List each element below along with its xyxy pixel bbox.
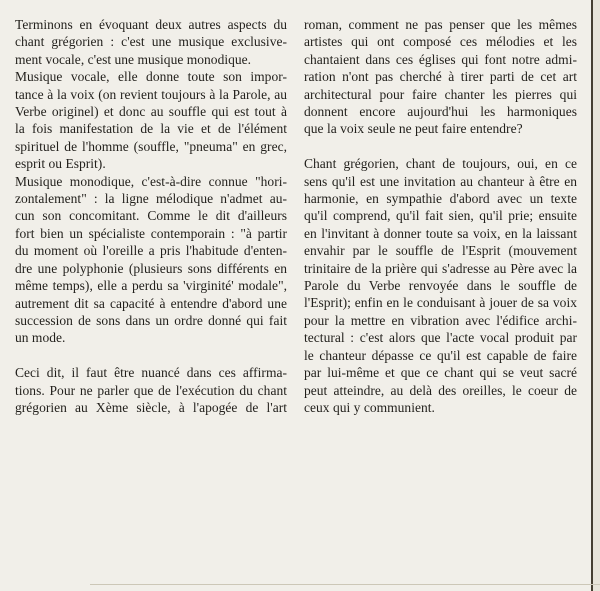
text-line: pour la mettre en vibration avec l'édifice archi- [304,312,577,328]
text-line: Terminons en évoquant deux autres aspects du [15,17,287,32]
paragraph [15,173,287,347]
text-column-left [15,16,287,416]
text-line: roman, comment ne pas penser que les mêmes [304,17,577,32]
text-line: Verbe originel) et donc au souffle qui est tout à [15,104,287,120]
text-line: par lui-même et que ce chant qui se veut sacré [304,365,577,381]
text-line: artistes qui ont composé ces mélodies et les [304,34,577,50]
paragraph [15,68,287,172]
text-line: trinitaire de la prière qui s'adresse au Père avec la [304,260,577,276]
text-line: du moment où l'oreille a pris l'habitude d'enten- [15,243,287,259]
text-line: cun son concomitant. Comme le dit d'ailleurs [15,208,287,224]
text-line: Musique vocale, elle donne toute son impor- [15,69,287,85]
page-edge-strip [593,0,600,591]
paragraph [15,16,287,68]
text-line: Parole du Verbe renvoyée dans le souffle de [304,278,577,294]
text-line: le chanteur dépasse ce qu'il est capable de faire [304,347,577,363]
text-line: chantaient dans ces églises qui font notre admi- [304,51,577,67]
text-line: Chant grégorien, chant de toujours, oui, en ce [304,156,577,172]
text-line: esprit ou Esprit). [15,156,106,172]
text-line: envahir par le souffle de l'Esprit (mouvement [304,243,577,259]
text-line: ment vocale, c'est une musique monodique. [15,51,252,67]
text-line: donnent encore aujourd'hui les harmoniques [304,104,577,120]
text-line: dre une polyphonie (plusieurs sons différents en [15,260,287,276]
text-line: Musique monodique, c'est-à-dire connue "hori- [15,173,287,189]
text-line: tectural : c'est alors que l'acte vocal produit par [304,330,577,346]
text-line: peut atteindre, au delà des oreilles, le coeur de [304,382,577,398]
paragraph [304,155,577,416]
text-line: qu'il comprend, qu'il fait sien, qu'il prie; ensuite [304,208,577,224]
text-column-right [304,16,577,416]
text-line: succession de sons dans un ordre donné qui fait [15,312,287,328]
text-line: que la voix seule ne peut faire entendre? [304,121,523,137]
text-line: zontalement" : la ligne mélodique n'admet au- [15,191,287,207]
text-line: chant grégorien : c'est une musique exclusive- [15,34,287,50]
text-line: fort bien un spécialiste contemporain : "à partir [15,225,287,241]
text-line: tance à la voix (on revient toujours à la Parole, au [15,86,287,102]
text-line: harmonie, en sympathie d'abord avec un texte [304,191,577,207]
text-line: un mode. [15,330,66,346]
text-line: l'Esprit); enfin en le conduisant à jouer de sa voix [304,295,577,311]
page-bottom-edge [90,584,600,585]
paragraph [15,364,287,416]
text-line: même temps), elle a perdu sa 'virginité' modale", [15,278,287,294]
text-line: en l'invitant à donner toute sa voix, en la laissant [304,225,577,241]
text-line: architectural pour faire chanter les pierres qui [304,86,577,102]
text-line: spirituel de l'homme (souffle, "pneuma" en grec, [15,138,287,154]
text-line: grégorien au Xème siècle, à l'apogée de l'art [15,399,287,415]
text-line: sens qu'il est une invitation au chanteur à être en [304,173,577,189]
text-line: ceux qui y communient. [304,399,435,415]
paragraph [304,16,577,138]
text-line: ration n'ont pas cherché à tirer parti de cet art [304,69,577,85]
text-line: Ceci dit, il faut être nuancé dans ces affirma- [15,365,287,381]
text-line: autrement dit sa capacité à entendre d'abord une [15,295,287,311]
text-line: la fois manifestation de la vie et de l'élément [15,121,287,137]
text-line: tions. Pour ne parler que de l'exécution du chant [15,382,287,398]
